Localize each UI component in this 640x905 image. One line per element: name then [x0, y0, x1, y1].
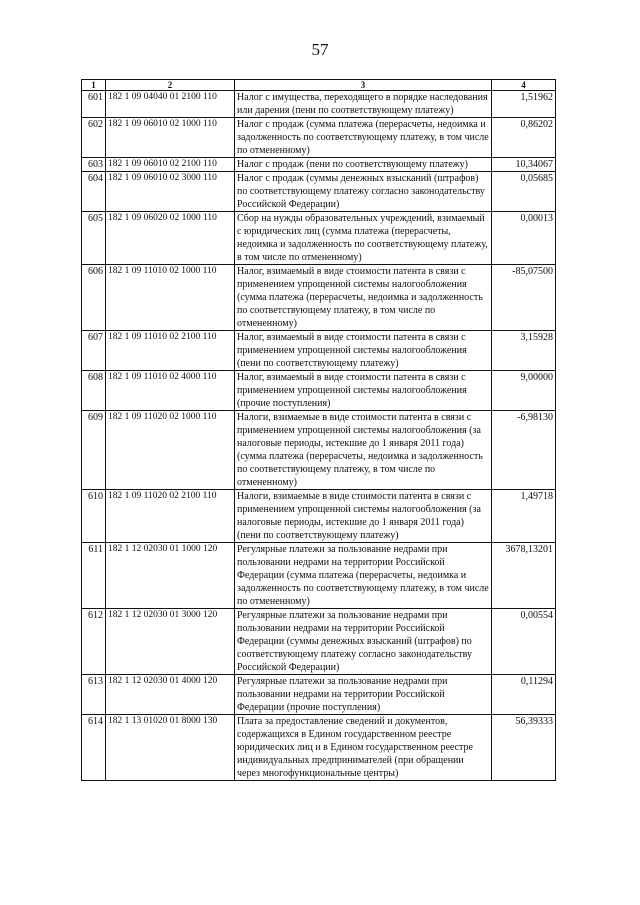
row-number-cell: 606 [82, 265, 106, 331]
amount-cell: 0,00013 [492, 212, 556, 265]
row-number-cell: 612 [82, 609, 106, 675]
budget-code-cell: 182 1 09 11010 02 2100 110 [106, 331, 235, 371]
description-cell: Регулярные платежи за пользование недрами при пользовании недрами на территории Российской Федерации (сумма платежа (перерасчеты, недоимка и задолженность по соответствующему платежу, в том числе по отмененному) [235, 543, 492, 609]
table-row [82, 265, 556, 331]
amount-cell: -85,07500 [492, 265, 556, 331]
row-number-cell: 614 [82, 715, 106, 781]
budget-code-cell: 182 1 12 02030 01 1000 120 [106, 543, 235, 609]
revenue-table [81, 79, 556, 781]
budget-code-cell: 182 1 09 11010 02 1000 110 [106, 265, 235, 331]
row-number-cell: 601 [82, 91, 106, 118]
page-number: 57 [311, 40, 329, 59]
table-body [82, 91, 556, 781]
amount-cell: -6,98130 [492, 411, 556, 490]
description-cell: Налог, взимаемый в виде стоимости патента в связи с применением упрощенной системы налогообложения (сумма платежа (перерасчеты, недоимка и задолженность по соответствующему платежу, в том числе по отмененному) [235, 265, 492, 331]
table-row [82, 543, 556, 609]
amount-cell: 1,51962 [492, 91, 556, 118]
row-number-cell: 610 [82, 490, 106, 543]
amount-cell: 10,34067 [492, 158, 556, 172]
table-row [82, 212, 556, 265]
table-row [82, 411, 556, 490]
amount-cell: 9,00000 [492, 371, 556, 411]
amount-cell: 0,11294 [492, 675, 556, 715]
row-number-cell: 611 [82, 543, 106, 609]
description-cell: Налог с продаж (пени по соответствующему платежу) [235, 158, 492, 172]
table-row [82, 371, 556, 411]
description-cell: Регулярные платежи за пользование недрами при пользовании недрами на территории Российской Федерации (суммы денежных взысканий (штрафов) по соответствующему платежу согласно законодательству Российской Федерации) [235, 609, 492, 675]
amount-cell: 0,05685 [492, 172, 556, 212]
amount-cell: 3,15928 [492, 331, 556, 371]
table-row [82, 490, 556, 543]
description-cell: Плата за предоставление сведений и документов, содержащихся в Едином государственном реестре юридических лиц и в Едином государственном реестре индивидуальных предпринимателей (при обращении через многофункциональные центры) [235, 715, 492, 781]
table-row [82, 331, 556, 371]
row-number-cell: 613 [82, 675, 106, 715]
table-row [82, 91, 556, 118]
description-cell: Сбор на нужды образовательных учреждений, взимаемый с юридических лиц (сумма платежа (перерасчеты, недоимка и задолженность по соответствующему платежу, в том числе по отмененному) [235, 212, 492, 265]
column-header: 1 [82, 80, 106, 91]
column-header: 2 [106, 80, 235, 91]
description-cell: Налоги, взимаемые в виде стоимости патента в связи с применением упрощенной системы налогообложения (за налоговые периоды, истекшие до 1 января 2011 года) (пени по соответствующему платежу) [235, 490, 492, 543]
amount-cell: 56,39333 [492, 715, 556, 781]
budget-code-cell: 182 1 12 02030 01 4000 120 [106, 675, 235, 715]
row-number-cell: 608 [82, 371, 106, 411]
budget-code-cell: 182 1 12 02030 01 3000 120 [106, 609, 235, 675]
column-header: 4 [492, 80, 556, 91]
table-row [82, 715, 556, 781]
description-cell: Налог, взимаемый в виде стоимости патента в связи с применением упрощенной системы налогообложения (пени по соответствующему платежу) [235, 331, 492, 371]
budget-code-cell: 182 1 09 06020 02 1000 110 [106, 212, 235, 265]
budget-code-cell: 182 1 09 06010 02 3000 110 [106, 172, 235, 212]
table-row [82, 172, 556, 212]
budget-code-cell: 182 1 09 11010 02 4000 110 [106, 371, 235, 411]
budget-code-cell: 182 1 09 04040 01 2100 110 [106, 91, 235, 118]
description-cell: Регулярные платежи за пользование недрами при пользовании недрами на территории Российской Федерации (прочие поступления) [235, 675, 492, 715]
budget-code-cell: 182 1 09 11020 02 2100 110 [106, 490, 235, 543]
row-number-cell: 609 [82, 411, 106, 490]
column-header: 3 [235, 80, 492, 91]
amount-cell: 0,86202 [492, 118, 556, 158]
amount-cell: 3678,13201 [492, 543, 556, 609]
budget-code-cell: 182 1 09 06010 02 1000 110 [106, 118, 235, 158]
budget-code-cell: 182 1 09 11020 02 1000 110 [106, 411, 235, 490]
row-number-cell: 603 [82, 158, 106, 172]
description-cell: Налог с продаж (суммы денежных взысканий (штрафов) по соответствующему платежу согласно законодательству Российской Федерации) [235, 172, 492, 212]
row-number-cell: 604 [82, 172, 106, 212]
table-row [82, 118, 556, 158]
table-row [82, 158, 556, 172]
table-header-row [82, 80, 556, 91]
amount-cell: 1,49718 [492, 490, 556, 543]
description-cell: Налоги, взимаемые в виде стоимости патента в связи с применением упрощенной системы налогообложения (за налоговые периоды, истекшие до 1 января 2011 года) (сумма платежа (перерасчеты, недоимка и задолженность по соответствующему платежу, в том числе по отмененному) [235, 411, 492, 490]
row-number-cell: 605 [82, 212, 106, 265]
budget-code-cell: 182 1 13 01020 01 8000 130 [106, 715, 235, 781]
row-number-cell: 602 [82, 118, 106, 158]
table-row [82, 609, 556, 675]
table-row [82, 675, 556, 715]
description-cell: Налог, взимаемый в виде стоимости патента в связи с применением упрощенной системы налогообложения (прочие поступления) [235, 371, 492, 411]
amount-cell: 0,00554 [492, 609, 556, 675]
row-number-cell: 607 [82, 331, 106, 371]
description-cell: Налог с продаж (сумма платежа (перерасчеты, недоимка и задолженность по соответствующему платежу, в том числе по отмененному) [235, 118, 492, 158]
budget-code-cell: 182 1 09 06010 02 2100 110 [106, 158, 235, 172]
description-cell: Налог с имущества, переходящего в порядке наследования или дарения (пени по соответствующему платежу) [235, 91, 492, 118]
